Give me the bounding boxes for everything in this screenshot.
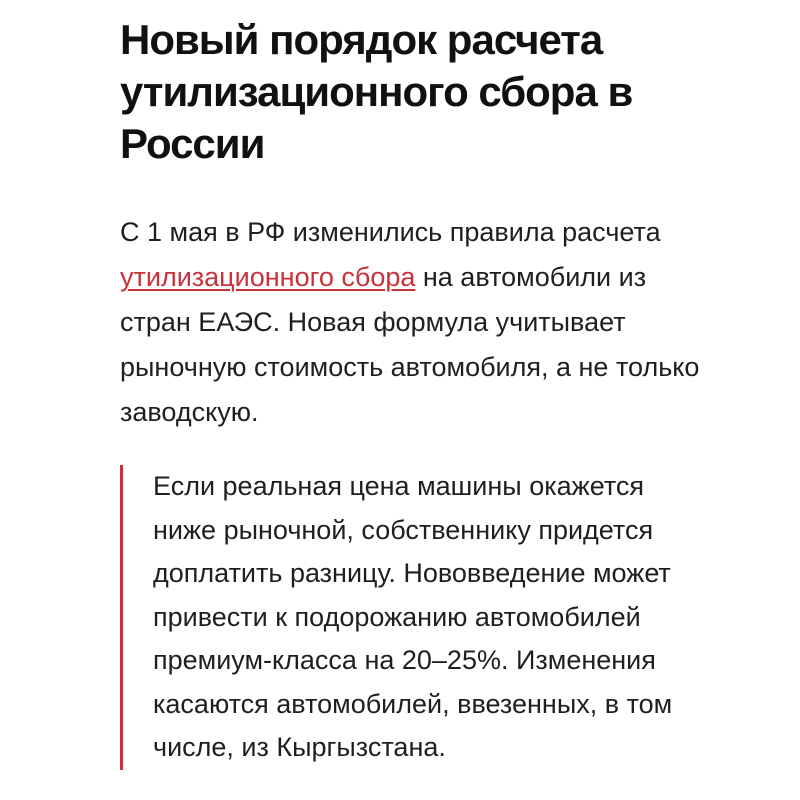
- lead-text-end: на автомобили из стран ЕАЭС. Новая формула учитывает рыночную стоимость автомобиля, а не только заводскую.: [120, 262, 700, 427]
- article: [120, 14, 760, 770]
- lead-text-start: С 1 мая в РФ изменились правила расчета: [120, 217, 661, 247]
- article-lead: [120, 210, 720, 435]
- utilization-fee-link[interactable]: утилизационного сбора: [120, 262, 416, 292]
- article-title: Новый порядок расчета утилизационного сбора в России: [120, 16, 633, 167]
- article-quote: Если реальная цена машины окажется ниже рыночной, собственнику придется доплатить разницу. Нововведение может привести к подорожанию автомобилей премиум-класса на 20–25%. Изменения касаются автомобилей, ввезенных, в том числе, из Кыргызстана.: [120, 465, 713, 770]
